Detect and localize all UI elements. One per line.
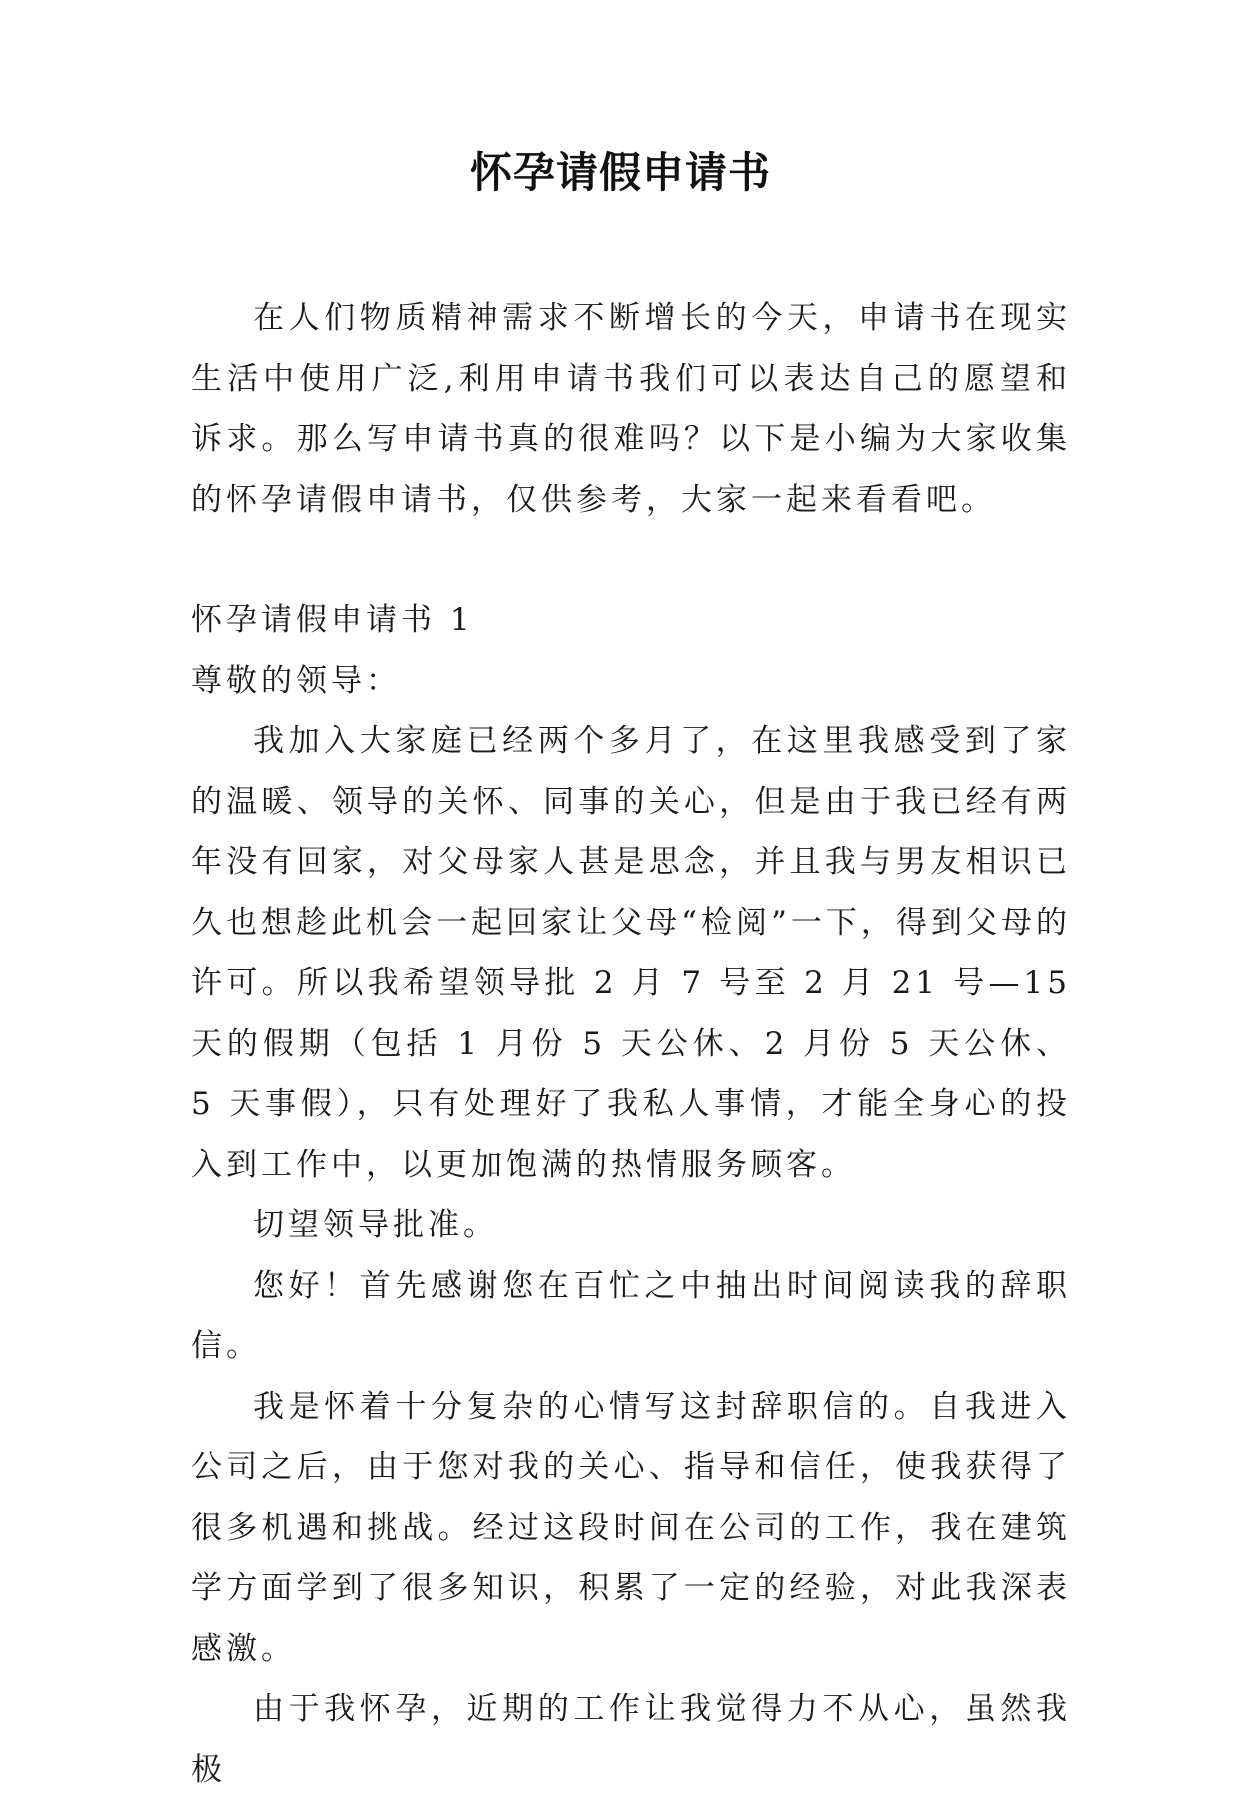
body-paragraph-4: 我是怀着十分复杂的心情写这封辞职信的。自我进入公司之后，由于您对我的关心、指导和信任，使我获得了很多机遇和挑战。经过这段时间在公司的工作，我在建筑学方面学到了很多知识，积累了一定的经验，对此我深表感激。 bbox=[191, 1388, 1071, 1667]
section-heading: 怀孕请假申请书 1 bbox=[191, 602, 474, 638]
salutation: 尊敬的领导： bbox=[191, 662, 401, 699]
body-paragraph-2: 切望领导批准。 bbox=[253, 1207, 498, 1243]
intro-paragraph: 在人们物质精神需求不断增长的今天，申请书在现实生活中使用广泛,利用申请书我们可以表达自己的愿望和诉求。那么写申请书真的很难吗？以下是小编为大家收集的怀孕请假申请书，仅供参考，大家一起来看看吧。 bbox=[191, 300, 1071, 518]
body-paragraph-3: 您好！首先感谢您在百忙之中抽出时间阅读我的辞职信。 bbox=[191, 1267, 1071, 1364]
paragraph-spacer bbox=[191, 530, 1071, 590]
document-body bbox=[191, 288, 1071, 1800]
document-title: 怀孕请假申请书 bbox=[469, 148, 771, 197]
body-paragraph-1: 我加入大家庭已经两个多月了，在这里我感受到了家的温暖、领导的关怀、同事的关心，但是由于我已经有两年没有回家，对父母家人甚是思念，并且我与男友相识已久也想趁此机会一起回家让父母“检阅”一下，得到父母的许可。所以我希望领导批 2 月 7 号至 2 月 21 号—15 天的假期（包括 1 月份 5 天公休、2 月份 5 天公休、5 天事假），只有处理好了我私人事情，才能全身心的投入到工作中，以更加饱满的热情服务顾客。 bbox=[191, 723, 1071, 1183]
body-paragraph-5: 由于我怀孕，近期的工作让我觉得力不从心，虽然我极 bbox=[191, 1691, 1071, 1788]
